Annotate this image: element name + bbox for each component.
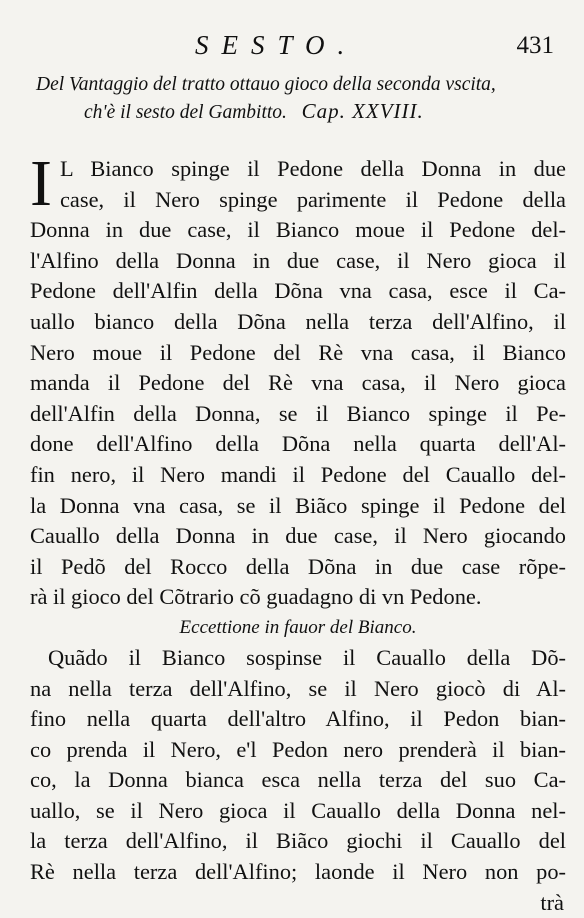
text-line: case, il Nero spinge parimente il Pedone della (59, 186, 566, 212)
chapter-title (36, 72, 566, 126)
text-line: la terza dell'Alfino, il Biãco giochi il Cauallo del (30, 828, 566, 854)
text-line: manda il Pedone del Rè vna casa, il Nero gioca (30, 370, 566, 396)
text-line: dell'Alfin della Donna, se il Bianco spinge il Pe- (30, 400, 566, 426)
page-number: 431 (516, 32, 554, 59)
chapter-title-line-2 (36, 98, 566, 126)
text-line: co prenda il Nero, e'l Pedon nero prenderà il bian- (30, 736, 566, 762)
text-line: Cauallo della Donna in due case, il Nero giocando (30, 523, 566, 549)
body-text (30, 147, 566, 918)
text-line: Donna in due case, il Bianco moue il Pedone del- (30, 217, 566, 243)
text-line: co, la Donna bianca esca nella terza del suo Ca- (30, 767, 566, 793)
text-line: Quãdo il Bianco sospinse il Cauallo della Dõ- (48, 644, 566, 670)
chapter-title-text: ch'è il sesto del Gambitto. (84, 102, 287, 123)
drop-cap: I (30, 147, 52, 220)
text-line: il Pedõ del Rocco della Dõna in due case rõpe- (30, 553, 566, 579)
text-line: fin nero, il Nero mandi il Pedone del Cauallo del- (30, 461, 566, 487)
chapter-title-line-1: Del Vantaggio del tratto ottauo gioco della seconda vscita, (36, 74, 496, 95)
text-line: done dell'Alfino della Dõna nella quarta dell'Al- (30, 431, 566, 457)
text-line: L Bianco spinge il Pedone della Donna in due (59, 156, 566, 181)
text-line: rà il gioco del Cõtrario cõ guadagno di vn Pedone. (30, 584, 482, 610)
text-line: Rè nella terza dell'Alfino; laonde il Nero non po- (30, 859, 566, 885)
text-line: na nella terza dell'Alfino, se il Nero giocò di Al- (30, 675, 566, 701)
running-title: SESTO. (195, 30, 358, 60)
text-line: fino nella quarta dell'altro Alfino, il Pedon bian- (30, 706, 566, 732)
text-line: la Donna vna casa, se il Biãco spinge il Pedone del (30, 492, 566, 518)
chapter-number: Cap. XXVIII. (301, 99, 424, 123)
text-line: uallo bianco della Dõna nella terza dell'Alfino, il (30, 308, 566, 334)
page-header (0, 30, 584, 60)
text-line: Nero moue il Pedone del Rè vna casa, il Bianco (30, 339, 566, 365)
catchword: trà (540, 889, 564, 915)
text-line: Pedone dell'Alfin della Dõna vna casa, esce il Ca- (30, 278, 566, 304)
text-line: uallo, se il Nero gioca il Cauallo della Donna nel- (30, 797, 566, 823)
text-line: l'Alfino della Donna in due case, il Nero gioca il (30, 247, 566, 273)
section-subheading: Eccettione in fauor del Bianco. (179, 616, 417, 638)
